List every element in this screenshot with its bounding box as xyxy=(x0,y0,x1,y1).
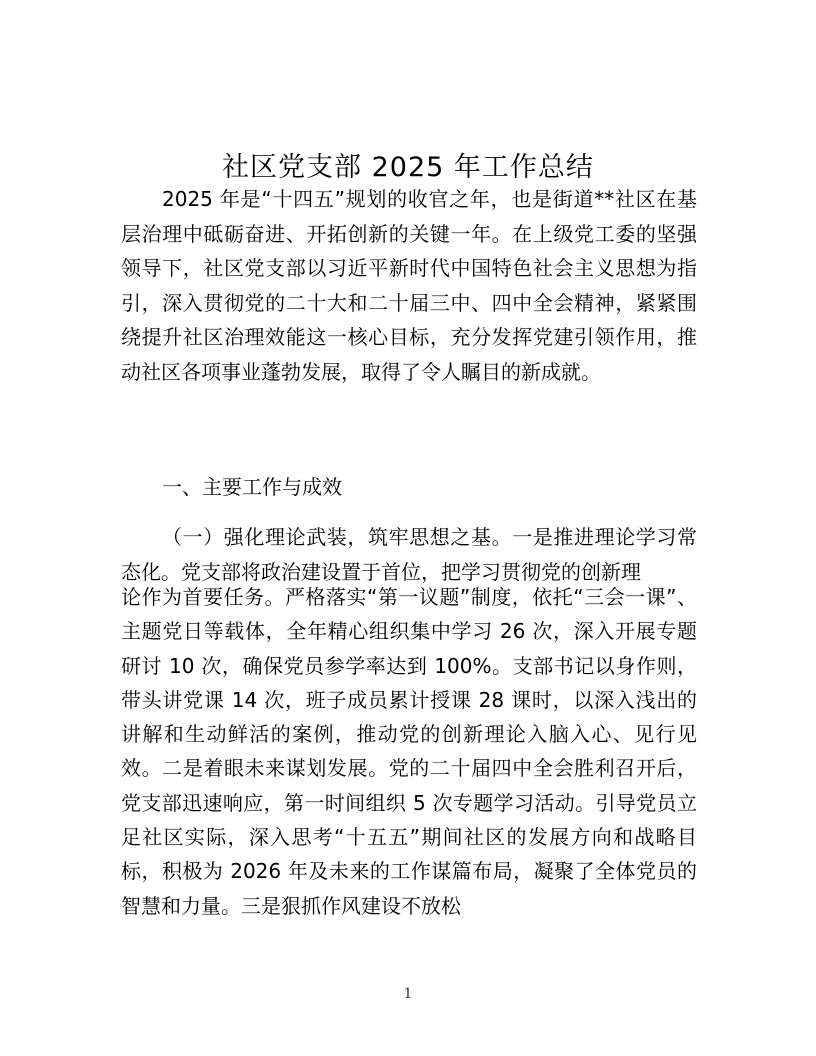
page-number: 1 xyxy=(403,986,413,1002)
intro-paragraph: 2025 年是“十四五”规划的收官之年，也是街道**社区在基层治理中砥砺奋进、开拓创新的关键一年。在上级党工委的坚强领导下，社区党支部以习近平新时代中国特色社会主义思想为指引，深入贯彻党的二十大和二十届三中、四中全会精神，紧紧围绕提升社区治理效能这一核心目标，充分发挥党建引领作用，推动社区各项事业蓬勃发展，取得了令人瞩目的新成就。 xyxy=(121,187,697,384)
body-paragraph-2: 论作为首要任务。严格落实“第一议题”制度，依托“三会一课”、主题党日等载体，全年精心组织集中学习 26 次，深入开展专题研讨 10 次，确保党员参学率达到 100%。支部书记以身作则，带头讲党课 14 次，班子成员累计授课 28 课时，以深入浅出的讲解和生动鲜活的案例，推动党的创新理论入脑入心、见行见效。二是着眼未来谋划发展。党的二十届四中全会胜利召开后，党支部迅速响应，第一时间组织 5 次专题学习活动。引导党员立足社区实际，深入思考“十五五”期间社区的发展方向和战略目标，积极为 2026 年及未来的工作谋篇布局，凝聚了全体党员的智慧和力量。三是狠抓作风建设不放松 xyxy=(121,585,697,918)
document-title: 社区党支部 2025 年工作总结 xyxy=(222,152,594,183)
section-heading: 一、主要工作与成效 xyxy=(162,475,342,499)
body-paragraph-1: （一）强化理论武装，筑牢思想之基。一是推进理论学习常态化。党支部将政治建设置于首位，把学习贯彻党的创新理 xyxy=(121,525,697,584)
